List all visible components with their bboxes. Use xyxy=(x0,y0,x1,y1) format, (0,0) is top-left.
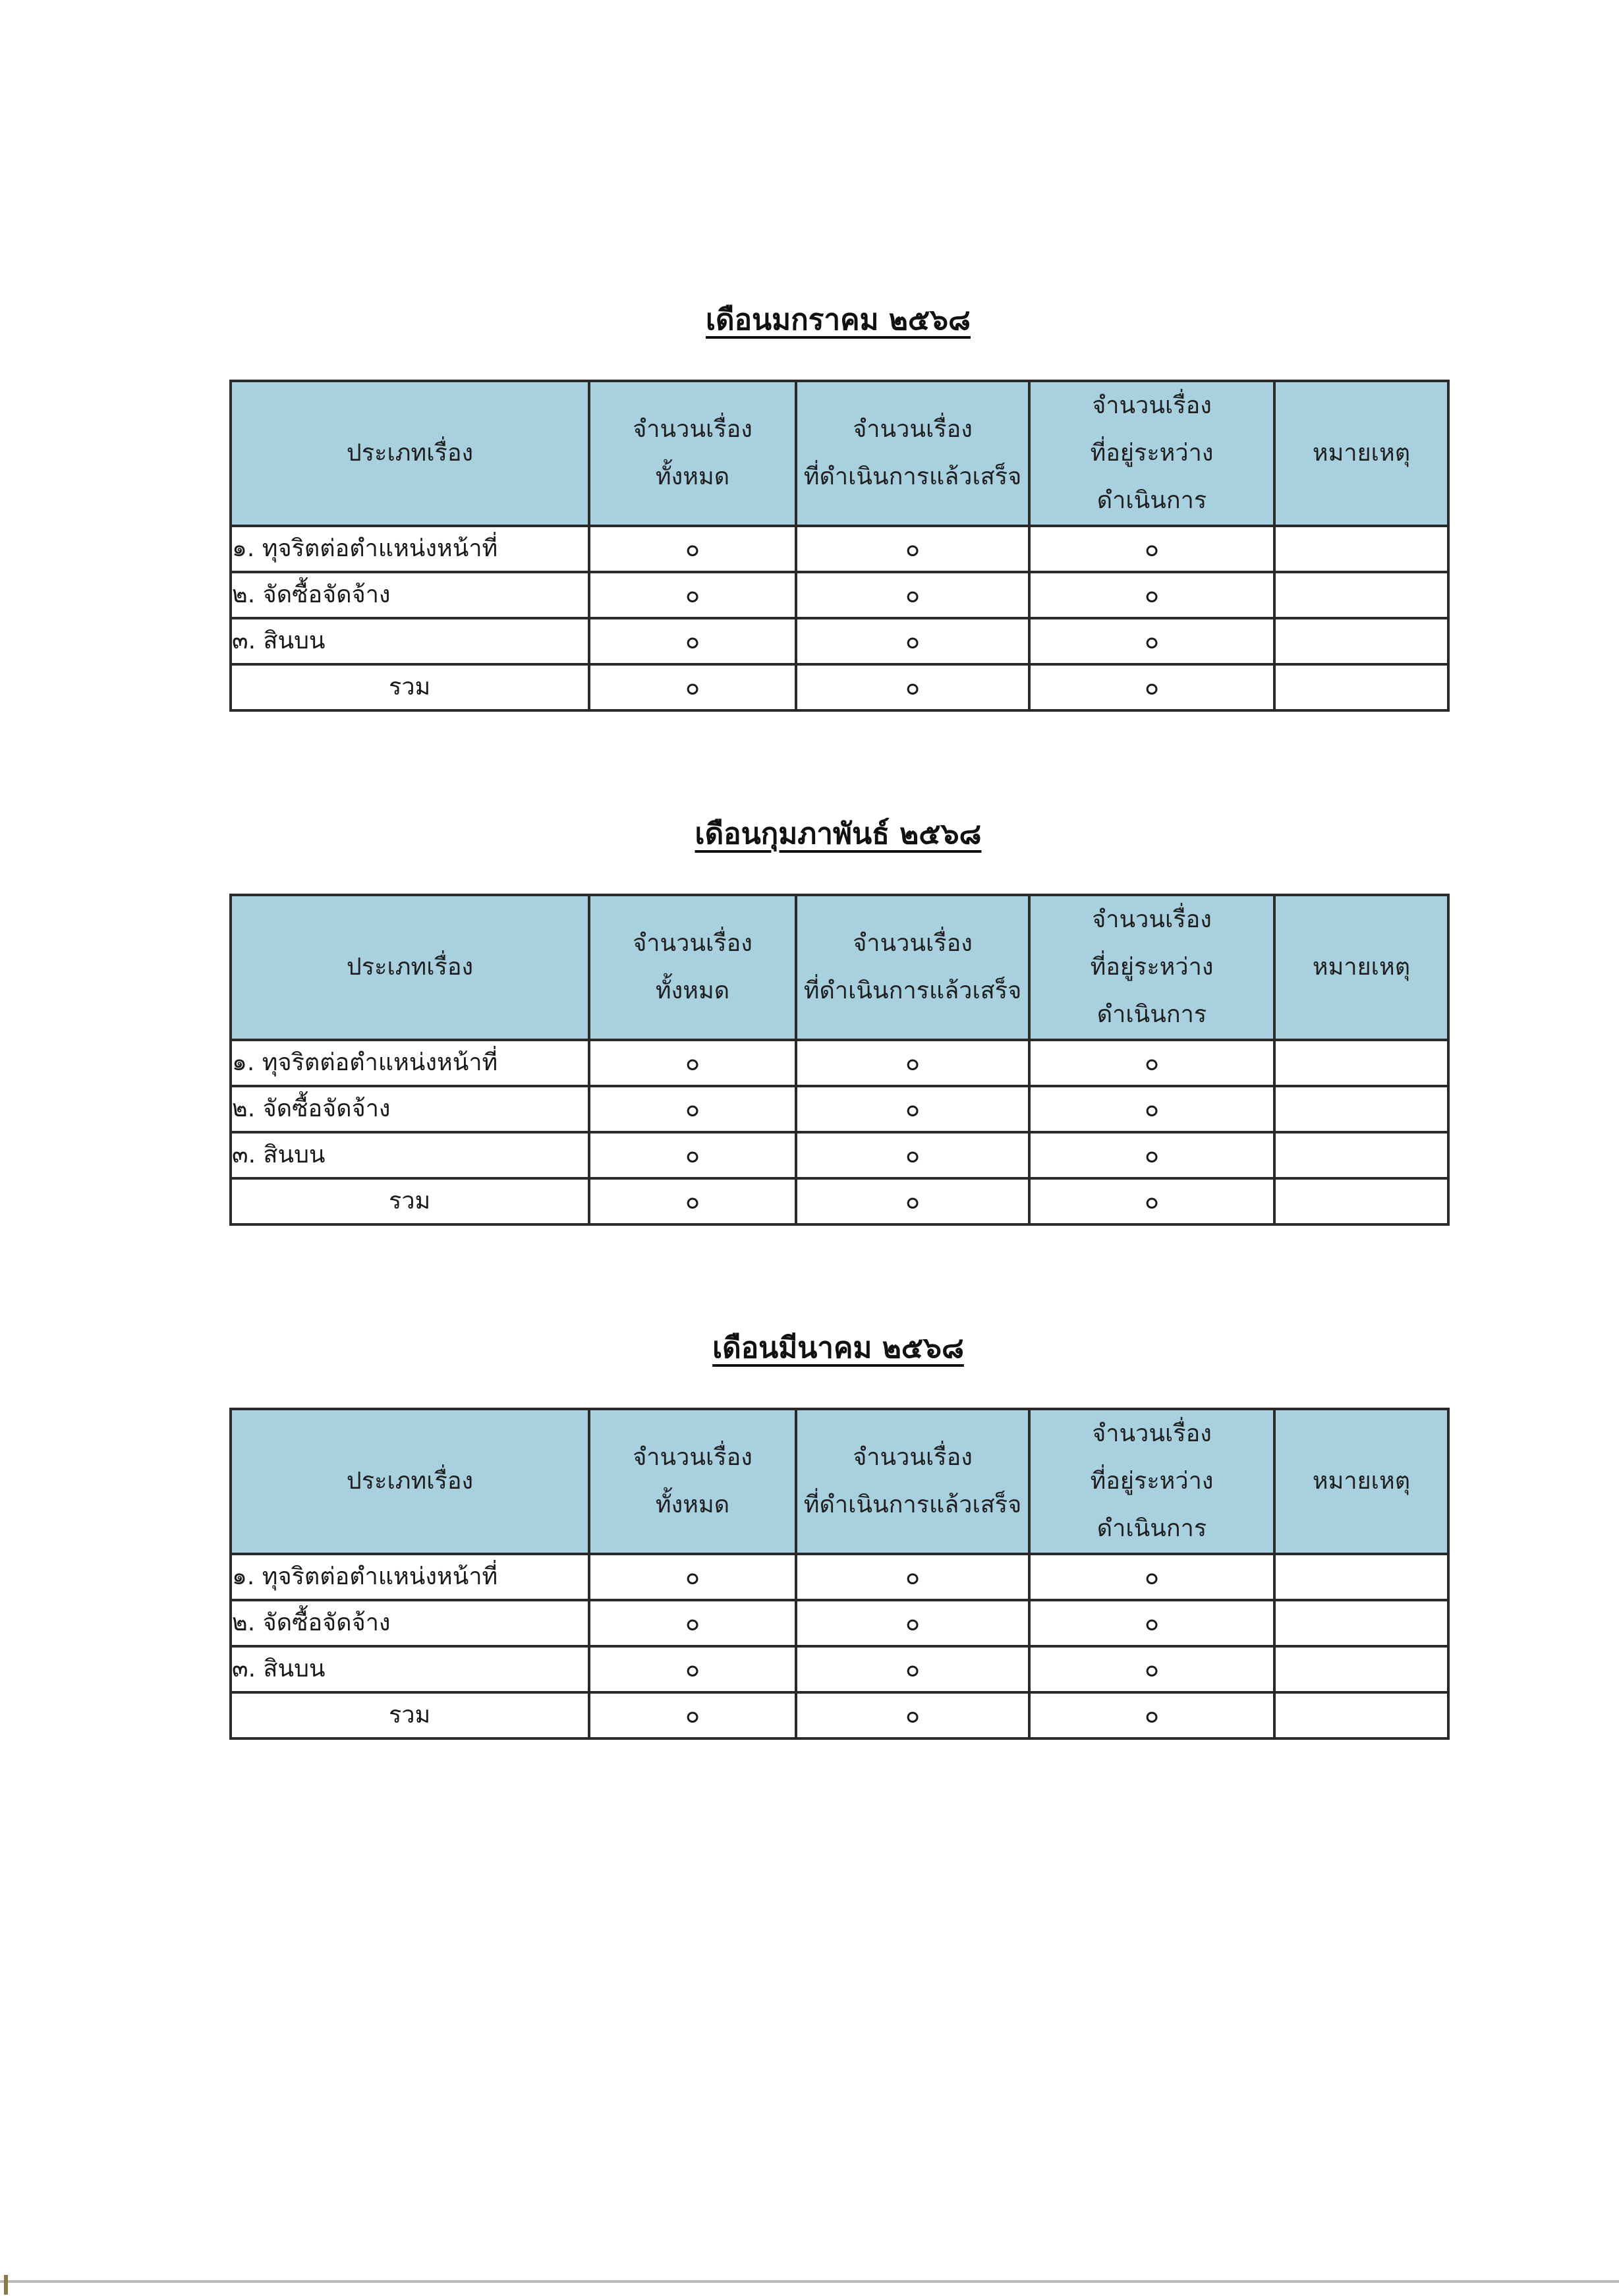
header-remark: หมายเหตุ xyxy=(1274,381,1448,526)
bottom-edge-mark xyxy=(4,2275,8,2295)
total-row xyxy=(231,1692,1448,1738)
total-done: ๐ xyxy=(796,664,1029,710)
row-pending: ๐ xyxy=(1029,526,1274,572)
header-done-line-1: จำนวนเรื่อง xyxy=(853,416,973,443)
header-pending-line-3: ดำเนินการ xyxy=(1096,487,1207,514)
total-total: ๐ xyxy=(589,1178,796,1224)
header-done-line-2: ที่ดำเนินการแล้วเสร็จ xyxy=(803,977,1022,1004)
row-remark xyxy=(1274,1600,1448,1646)
report-table xyxy=(229,380,1450,712)
month-title: เดือนมีนาคม ๒๕๖๘ xyxy=(712,1331,964,1365)
header-done-line-2: ที่ดำเนินการแล้วเสร็จ xyxy=(803,1491,1022,1518)
row-total: ๐ xyxy=(589,1132,796,1178)
row-total: ๐ xyxy=(589,1086,796,1132)
row-done: ๐ xyxy=(796,618,1029,664)
table-row xyxy=(231,1086,1448,1132)
row-done: ๐ xyxy=(796,1132,1029,1178)
header-total xyxy=(589,895,796,1040)
row-remark xyxy=(1274,1554,1448,1600)
header-type: ประเภทเรื่อง xyxy=(231,1409,589,1554)
header-done-line-1: จำนวนเรื่อง xyxy=(853,930,973,957)
total-done: ๐ xyxy=(796,1692,1029,1738)
header-pending xyxy=(1029,1409,1274,1554)
row-remark xyxy=(1274,618,1448,664)
header-total-line-1: จำนวนเรื่อง xyxy=(633,416,753,443)
total-label: รวม xyxy=(231,1178,589,1224)
table-row xyxy=(231,618,1448,664)
row-pending: ๐ xyxy=(1029,1646,1274,1692)
header-remark: หมายเหตุ xyxy=(1274,1409,1448,1554)
total-label: รวม xyxy=(231,1692,589,1738)
row-remark xyxy=(1274,1086,1448,1132)
total-pending: ๐ xyxy=(1029,664,1274,710)
header-done-line-2: ที่ดำเนินการแล้วเสร็จ xyxy=(803,463,1022,490)
header-pending xyxy=(1029,381,1274,526)
row-pending: ๐ xyxy=(1029,1132,1274,1178)
total-total: ๐ xyxy=(589,664,796,710)
row-total: ๐ xyxy=(589,1600,796,1646)
row-remark xyxy=(1274,1132,1448,1178)
table-row xyxy=(231,1132,1448,1178)
header-pending-line-1: จำนวนเรื่อง xyxy=(1092,392,1212,419)
month-title: เดือนกุมภาพันธ์ ๒๕๖๘ xyxy=(695,817,982,851)
header-pending-line-1: จำนวนเรื่อง xyxy=(1092,1420,1212,1447)
month-title: เดือนมกราคม ๒๕๖๘ xyxy=(705,303,971,337)
total-total: ๐ xyxy=(589,1692,796,1738)
row-pending: ๐ xyxy=(1029,1600,1274,1646)
total-label: รวม xyxy=(231,664,589,710)
row-total: ๐ xyxy=(589,1040,796,1086)
row-done: ๐ xyxy=(796,1600,1029,1646)
header-type: ประเภทเรื่อง xyxy=(231,381,589,526)
header-done xyxy=(796,895,1029,1040)
row-type: ๓. สินบน xyxy=(231,1132,589,1178)
header-total-line-1: จำนวนเรื่อง xyxy=(633,930,753,957)
table-row xyxy=(231,1554,1448,1600)
header-pending-line-2: ที่อยู่ระหว่าง xyxy=(1090,440,1214,467)
row-done: ๐ xyxy=(796,572,1029,618)
header-remark: หมายเหตุ xyxy=(1274,895,1448,1040)
row-total: ๐ xyxy=(589,1646,796,1692)
header-row xyxy=(231,1409,1448,1554)
row-type: ๑. ทุจริตต่อตำแหน่งหน้าที่ xyxy=(231,1040,589,1086)
header-total xyxy=(589,1409,796,1554)
row-type: ๒. จัดซื้อจัดจ้าง xyxy=(231,1600,589,1646)
row-type: ๑. ทุจริตต่อตำแหน่งหน้าที่ xyxy=(231,526,589,572)
row-done: ๐ xyxy=(796,1086,1029,1132)
header-pending-line-2: ที่อยู่ระหว่าง xyxy=(1090,954,1214,981)
total-remark xyxy=(1274,1178,1448,1224)
row-remark xyxy=(1274,526,1448,572)
row-total: ๐ xyxy=(589,1554,796,1600)
report-table xyxy=(229,1408,1450,1740)
table-row xyxy=(231,526,1448,572)
table-row xyxy=(231,1646,1448,1692)
table-row xyxy=(231,572,1448,618)
header-total-line-2: ทั้งหมด xyxy=(655,977,730,1004)
row-total: ๐ xyxy=(589,572,796,618)
row-type: ๓. สินบน xyxy=(231,1646,589,1692)
report-table xyxy=(229,894,1450,1226)
row-type: ๒. จัดซื้อจัดจ้าง xyxy=(231,1086,589,1132)
header-row xyxy=(231,381,1448,526)
header-total xyxy=(589,381,796,526)
row-pending: ๐ xyxy=(1029,572,1274,618)
row-total: ๐ xyxy=(589,618,796,664)
header-pending-line-3: ดำเนินการ xyxy=(1096,1515,1207,1542)
row-type: ๓. สินบน xyxy=(231,618,589,664)
header-done-line-1: จำนวนเรื่อง xyxy=(853,1444,973,1471)
row-done: ๐ xyxy=(796,1646,1029,1692)
total-pending: ๐ xyxy=(1029,1178,1274,1224)
row-done: ๐ xyxy=(796,526,1029,572)
total-pending: ๐ xyxy=(1029,1692,1274,1738)
header-total-line-2: ทั้งหมด xyxy=(655,463,730,490)
row-remark xyxy=(1274,1040,1448,1086)
header-pending xyxy=(1029,895,1274,1040)
header-row xyxy=(231,895,1448,1040)
header-done xyxy=(796,1409,1029,1554)
header-type: ประเภทเรื่อง xyxy=(231,895,589,1040)
row-type: ๒. จัดซื้อจัดจ้าง xyxy=(231,572,589,618)
total-row xyxy=(231,664,1448,710)
row-remark xyxy=(1274,1646,1448,1692)
header-pending-line-2: ที่อยู่ระหว่าง xyxy=(1090,1468,1214,1495)
row-total: ๐ xyxy=(589,526,796,572)
header-pending-line-3: ดำเนินการ xyxy=(1096,1001,1207,1028)
row-remark xyxy=(1274,572,1448,618)
row-pending: ๐ xyxy=(1029,1040,1274,1086)
header-total-line-1: จำนวนเรื่อง xyxy=(633,1444,753,1471)
total-row xyxy=(231,1178,1448,1224)
row-pending: ๐ xyxy=(1029,1554,1274,1600)
table-row xyxy=(231,1040,1448,1086)
header-done xyxy=(796,381,1029,526)
total-remark xyxy=(1274,1692,1448,1738)
header-total-line-2: ทั้งหมด xyxy=(655,1491,730,1518)
bottom-edge-rule xyxy=(0,2280,1619,2283)
total-remark xyxy=(1274,664,1448,710)
row-done: ๐ xyxy=(796,1554,1029,1600)
header-pending-line-1: จำนวนเรื่อง xyxy=(1092,906,1212,933)
row-pending: ๐ xyxy=(1029,1086,1274,1132)
row-pending: ๐ xyxy=(1029,618,1274,664)
row-type: ๑. ทุจริตต่อตำแหน่งหน้าที่ xyxy=(231,1554,589,1600)
table-row xyxy=(231,1600,1448,1646)
row-done: ๐ xyxy=(796,1040,1029,1086)
total-done: ๐ xyxy=(796,1178,1029,1224)
